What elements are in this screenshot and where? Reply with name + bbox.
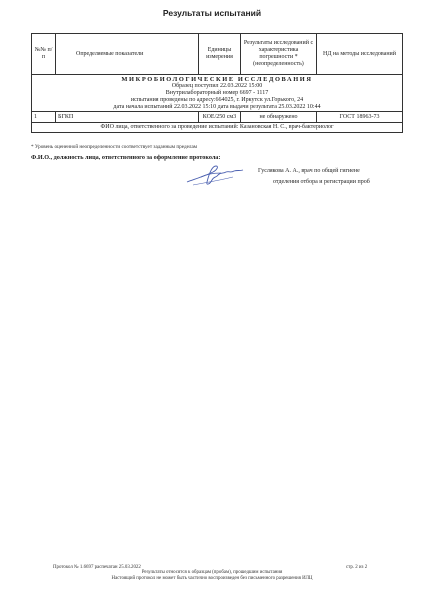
row-result: не обнаружено bbox=[241, 112, 317, 123]
test-dates: дата начала испытаний 22.03.2022 15:10 дата выдачи результата 25.03.2022 10:44 bbox=[113, 103, 321, 110]
row-indicator: БГКП bbox=[56, 112, 199, 123]
row-units: КОЕ/250 см3 bbox=[199, 112, 241, 123]
footer-notes bbox=[0, 570, 424, 582]
header-units: Единицы измерения bbox=[199, 34, 241, 75]
header-method: НД на методы исследований bbox=[317, 34, 403, 75]
test-address: испытания проведены по адресу:664025, г. Иркутск ул.Горького, 24 bbox=[130, 96, 304, 103]
results-table bbox=[31, 33, 403, 133]
document-title: Результаты испытаний bbox=[162, 8, 262, 18]
signer-department: отделения отбора и регистрации проб bbox=[273, 179, 370, 185]
footer-protocol-printed: Протокол № 1.6697 распечатан 25.03.2022 bbox=[53, 565, 141, 570]
lab-number: Внутрилабораторный номер 6697 - 1117 bbox=[165, 90, 269, 97]
responsible-label: Ф.И.О., должность лица, ответственного за оформление протокола: bbox=[31, 154, 221, 161]
uncertainty-footnote: * Уровень оцененной неопределенности соответствует заданным пределам bbox=[31, 144, 198, 150]
section-info-cell bbox=[32, 75, 403, 112]
table-header-row bbox=[32, 34, 403, 75]
header-results: Результаты исследований с характеристика погрешности *(неопределенность) bbox=[241, 34, 317, 75]
signer-name: Гуслякова А. А., врач по общей гигиене bbox=[258, 168, 360, 174]
footer-note-samples: Результаты относятся к образцам (пробам), прошедшим испытания bbox=[141, 570, 283, 575]
executor-cell: ФИО лица, ответственного за проведение испытаний: Казановская Н. С., врач-бактериолог bbox=[32, 123, 403, 133]
row-method: ГОСТ 18963-73 bbox=[317, 112, 403, 123]
footer-page-number: стр. 2 из 2 bbox=[346, 565, 368, 570]
executor-row bbox=[32, 123, 403, 133]
sample-received: Образец поступил 22.03.2022 15:00 bbox=[171, 83, 263, 90]
section-title: МИКРОБИОЛОГИЧЕСКИЕ ИССЛЕДОВАНИЯ bbox=[121, 76, 313, 83]
header-number: №№ п/п bbox=[32, 34, 56, 75]
section-row bbox=[32, 75, 403, 112]
table-row bbox=[32, 112, 403, 123]
row-number: 1 bbox=[32, 112, 56, 123]
footer-note-reproduction: Настоящий протокол не может быть частично воспроизведен без письменного разрешения ИЛЦ bbox=[111, 576, 313, 582]
signature-image bbox=[183, 160, 245, 190]
header-indicator: Определяемые показатели bbox=[56, 34, 199, 75]
